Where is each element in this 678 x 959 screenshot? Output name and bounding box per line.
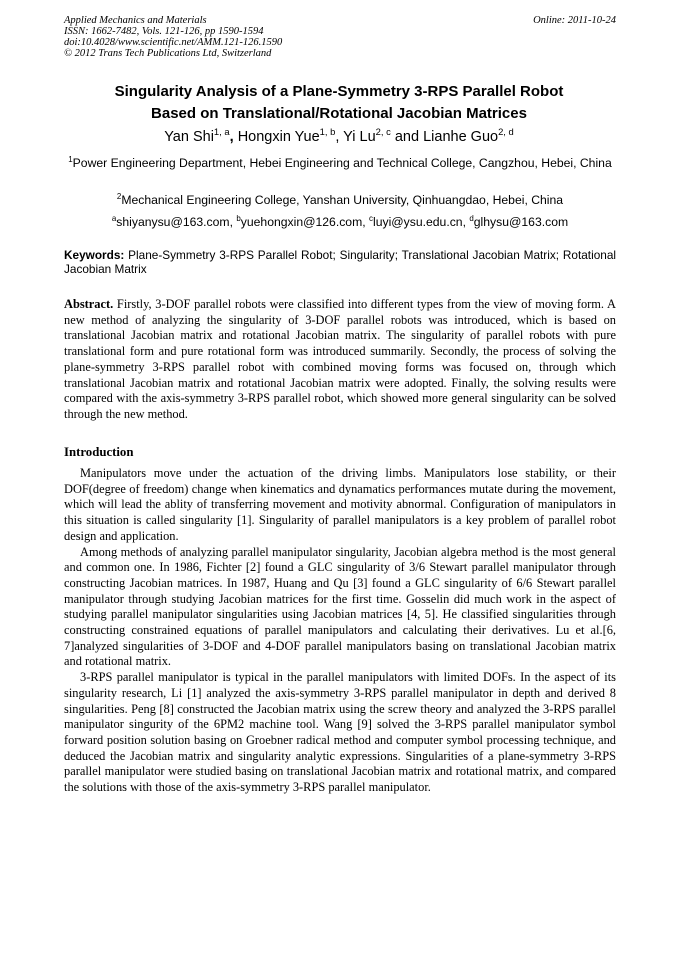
affiliation-text: Power Engineering Department, Hebei Engineering and Technical College, Cangzhou, Hebei, China [72, 156, 612, 170]
issn-line: ISSN: 1662-7482, Vols. 121-126, pp 1590-1594 [64, 26, 264, 37]
author-separator: , [335, 129, 344, 145]
affiliation-superscript: 2 [116, 191, 122, 201]
author-name: Yan Shi [164, 129, 214, 145]
paper-title-line-1: Singularity Analysis of a Plane-Symmetry 3-RPS Parallel Robot [114, 83, 564, 100]
email-list [64, 214, 616, 230]
paragraph: 3-RPS parallel manipulator is typical in the parallel manipulators with limited DOFs. In the aspect of its singularity research, Li [1] analyzed the axis-symmetry 3-RPS parallel manipulator in depth and derived 8 singularities. Peng [8] constructed the Jacobian matrix using the screw theory and analyzed the 3-RPS parallel manipulator singurity of the 6PM2 machine tool. Wang [9] solved the 3-RPS parallel manipulator symbol forward position solution basing on Groebner radical method and computer symbol processing technique, and deduced the Jacobian matrix and singularity analytic expressions. Singularities of a plane-symmetry 3-RPS parallel manipulator were studied basing on translational Jacobian matrix and rotational matrix, and compared the solutions with those of the axis-symmetry 3-RPS parallel manipulator. [64, 670, 616, 795]
email-address[interactable]: luyi@ysu.edu.cn [372, 215, 463, 229]
author-superscript: 1, a [213, 126, 230, 138]
email-superscript: c [369, 213, 373, 223]
paper-title-line-2: Based on Translational/Rotational Jacobian Matrices [151, 105, 527, 122]
author-separator: , [229, 129, 238, 145]
affiliation-1 [64, 155, 616, 171]
online-date: Online: 2011-10-24 [533, 15, 616, 26]
author-superscript: 1, b [319, 126, 336, 138]
author-list [50, 128, 628, 146]
author-name: Hongxin Yue [237, 129, 320, 145]
section-heading-introduction: Introduction [64, 445, 134, 459]
email-address[interactable]: shiyanysu@163.com [116, 215, 230, 229]
email-address[interactable]: yuehongxin@126.com [240, 215, 363, 229]
email-superscript: d [469, 213, 474, 223]
abstract-label: Abstract. [64, 297, 114, 311]
doi-line: doi:10.4028/www.scientific.net/AMM.121-126.1590 [64, 37, 283, 48]
email-separator: , [462, 215, 470, 229]
journal-name: Applied Mechanics and Materials [64, 15, 207, 26]
affiliation-superscript: 1 [68, 154, 73, 164]
abstract [64, 297, 616, 423]
author-separator: and [390, 129, 424, 145]
abstract-text: Firstly, 3-DOF parallel robots were classified into different types from the view of moving form. A new method of analyzing the singularity of 3-DOF parallel robots was introduced, which is based on translational Jacobian matrix and rotational Jacobian matrix. The singularity of parallel robots with pure translational form and pure rotational form was introduced summarily. Secondly, the process of solving the plane-symmetry 3-RPS parallel robot with combined moving forms was focused on, through which translational Jacobian matrix and rotational Jacobian matrix were adopted. Finally, the solving results were compared with the axis-symmetry 3-RPS parallel robot, which showed more general singularity can be solved through the new method. [64, 297, 616, 421]
paragraph: Manipulators move under the actuation of the driving limbs. Manipulators lose stability, or their DOF(degree of freedom) change when kinematics and dynamatics performances mutate during the movement, which will lead the ablity of transferring movement and motivity abnormal. Configuration of manipulators in this situation is called singularity [1]. Singularity of parallel manipulators is a key problem of parallel robot design and application. [64, 466, 616, 543]
author-name: Lianhe Guo [423, 129, 499, 145]
author-superscript: 2, d [498, 126, 514, 138]
keywords-text: Plane-Symmetry 3-RPS Parallel Robot; Singularity; Translational Jacobian Matrix; Rotational Jacobian Matrix [64, 248, 616, 276]
paragraph: Among methods of analyzing parallel manipulator singularity, Jacobian algebra method is the most general and common one. In 1986, Fichter [2] found a GLC singularity of 3/6 Stewart parallel manipulator through constructing Jacobian matrices. In 1987, Huang and Qu [3] found a GLC singularity of 6/6 Stewart parallel manipulator through studying Jacobian matrices for the first time. Gosselin did much work in the aspect of studying parallel manipulator singularities using Jacobian matrices [4, 5]. He classified singularities through constructing constrained equations of parallel manipulators and calculating their derivatives. Lu et al.[6, 7]analyzed singularities of 3-DOF and 4-DOF parallel manipulators basing on translational Jacobian matrix and rotational matrix. [64, 544, 616, 669]
keywords-label: Keywords: [64, 248, 125, 262]
affiliation-text: Mechanical Engineering College, Yanshan University, Qinhuangdao, Hebei, China [121, 193, 564, 207]
author-superscript: 2, c [375, 126, 391, 138]
journal-header [64, 15, 616, 59]
copyright-line: © 2012 Trans Tech Publications Ltd, Switzerland [64, 48, 272, 59]
email-separator: , [362, 215, 370, 229]
affiliation-2 [64, 192, 616, 208]
email-separator: , [229, 215, 237, 229]
email-address[interactable]: glhysu@163.com [473, 215, 569, 229]
email-superscript: a [111, 213, 117, 223]
author-name: Yi Lu [343, 129, 376, 145]
introduction-body [64, 466, 616, 796]
keywords [64, 248, 616, 276]
email-superscript: b [236, 213, 241, 223]
